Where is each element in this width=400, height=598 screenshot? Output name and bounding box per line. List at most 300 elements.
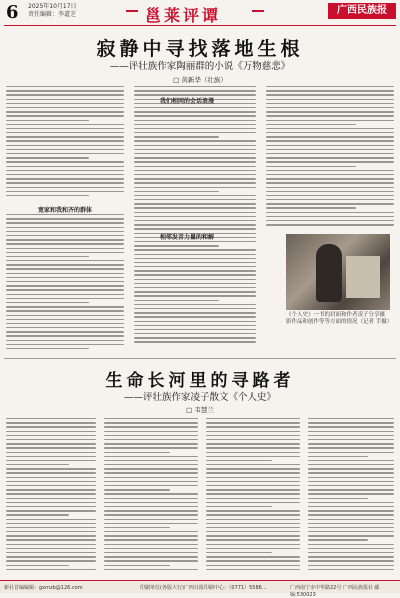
title-ornament-right — [252, 10, 264, 12]
text-line — [308, 519, 394, 520]
text-line — [6, 560, 96, 561]
text-line — [266, 94, 394, 95]
text-line — [6, 273, 124, 274]
text-line — [308, 439, 394, 440]
text-line — [6, 548, 96, 549]
text-line — [134, 304, 256, 305]
article1-byline: □ 黄新华（壮族） — [173, 76, 227, 84]
text-line — [206, 506, 272, 507]
text-line — [266, 212, 394, 213]
article1-section-heading-2: 我们相同的会话浪漫 — [160, 98, 215, 105]
text-line — [6, 344, 124, 345]
text-line — [104, 510, 198, 511]
text-line — [104, 439, 198, 440]
text-line — [266, 120, 394, 121]
text-line — [266, 195, 394, 196]
text-line — [6, 502, 96, 503]
text-line — [104, 506, 198, 507]
text-line — [308, 418, 394, 419]
text-line — [134, 274, 256, 275]
text-line — [6, 477, 96, 478]
text-line — [6, 128, 124, 129]
text-line — [6, 260, 124, 261]
text-line — [104, 477, 198, 478]
text-line — [308, 539, 368, 540]
text-line — [6, 302, 89, 303]
text-line — [266, 86, 394, 87]
photo-caption: 《个人史》一书的封面和作者凌子分享摄影作品和创作等等方面的情况（记者 手摄） — [286, 312, 393, 325]
text-line — [308, 560, 394, 561]
text-line — [6, 565, 69, 566]
text-line — [6, 178, 124, 179]
text-line — [6, 460, 96, 461]
text-line — [206, 493, 300, 494]
text-line — [134, 124, 256, 125]
article2-subtitle: ——评壮族作家凌子散文《个人史》 — [123, 392, 276, 403]
text-line — [266, 174, 394, 175]
text-line — [6, 544, 96, 545]
text-line — [104, 456, 198, 457]
text-line — [308, 447, 394, 448]
text-line — [134, 207, 256, 208]
text-line — [308, 468, 394, 469]
text-line — [134, 283, 256, 284]
text-line — [308, 552, 394, 553]
text-line — [104, 539, 198, 540]
text-line — [134, 300, 219, 301]
text-line — [104, 435, 198, 436]
text-line — [134, 132, 256, 133]
text-line — [308, 506, 394, 507]
text-line — [6, 161, 124, 162]
text-line — [134, 90, 256, 91]
text-line — [134, 86, 256, 87]
text-line — [134, 291, 256, 292]
text-line — [6, 120, 89, 121]
article1-title: 寂静中寻找落地生根 — [96, 38, 304, 60]
text-line — [6, 493, 96, 494]
text-line — [6, 235, 124, 236]
article2-column-2 — [104, 418, 198, 573]
text-line — [134, 287, 256, 288]
text-line — [6, 510, 96, 511]
text-line — [104, 498, 198, 499]
text-line — [134, 220, 256, 221]
text-line — [6, 132, 124, 133]
text-line — [134, 224, 256, 225]
text-line — [134, 199, 256, 200]
text-line — [308, 548, 394, 549]
text-line — [266, 132, 394, 133]
text-line — [134, 149, 256, 150]
text-line — [6, 514, 69, 515]
text-line — [6, 140, 124, 141]
header-meta — [28, 3, 77, 19]
text-line — [308, 569, 394, 570]
page-header — [0, 0, 400, 26]
text-line — [104, 527, 170, 528]
text-line — [266, 124, 356, 125]
text-line — [206, 481, 300, 482]
text-line — [104, 514, 198, 515]
text-line — [6, 535, 96, 536]
text-line — [206, 468, 300, 469]
text-line — [6, 264, 124, 265]
text-line — [206, 569, 300, 570]
text-line — [6, 481, 96, 482]
text-line — [206, 489, 300, 490]
text-line — [6, 243, 124, 244]
text-line — [6, 489, 96, 490]
text-line — [206, 460, 272, 461]
article2-column-4 — [308, 418, 394, 573]
article1-subtitle: ——评壮族作家陶丽群的小说《万物慈悲》 — [109, 61, 291, 72]
text-line — [104, 565, 170, 566]
text-line — [6, 268, 124, 269]
text-line — [206, 422, 300, 423]
text-line — [206, 443, 300, 444]
text-line — [134, 216, 256, 217]
text-line — [104, 523, 198, 524]
text-line — [134, 279, 256, 280]
text-line — [104, 556, 198, 557]
text-line — [206, 464, 300, 465]
text-line — [6, 145, 124, 146]
text-line — [308, 456, 368, 457]
text-line — [104, 493, 198, 494]
text-line — [308, 422, 394, 423]
text-line — [308, 514, 394, 515]
text-line — [308, 443, 394, 444]
text-line — [6, 252, 124, 253]
text-line — [206, 498, 300, 499]
article2-title: 生命长河里的寻路者 — [105, 371, 295, 391]
text-line — [134, 245, 219, 246]
text-line — [104, 519, 198, 520]
title-ornament-left — [126, 10, 138, 12]
text-line — [6, 294, 124, 295]
photo-figure-book — [346, 256, 380, 298]
text-line — [266, 224, 394, 225]
text-line — [134, 136, 219, 137]
text-line — [266, 153, 394, 154]
text-line — [308, 531, 394, 532]
text-line — [6, 115, 124, 116]
text-line — [6, 298, 124, 299]
text-line — [6, 452, 96, 453]
text-line — [266, 103, 394, 104]
text-line — [6, 569, 96, 570]
text-line — [134, 195, 256, 196]
text-line — [266, 166, 356, 167]
footer-right: 广西南宁市中华路22号 广西民族报社 邮编:530023 — [290, 585, 380, 598]
text-line — [308, 565, 394, 566]
text-line — [308, 431, 394, 432]
text-line — [266, 90, 394, 91]
text-line — [308, 502, 394, 503]
text-line — [308, 527, 394, 528]
text-line — [266, 220, 394, 221]
text-line — [6, 498, 96, 499]
text-line — [206, 447, 300, 448]
text-line — [6, 111, 124, 112]
text-line — [308, 535, 394, 536]
text-line — [134, 258, 256, 259]
text-line — [104, 502, 198, 503]
text-line — [6, 136, 124, 137]
text-line — [134, 333, 256, 334]
text-line — [134, 182, 256, 183]
text-line — [134, 341, 256, 342]
text-line — [6, 191, 124, 192]
column-title: 邕莱评谭 — [145, 6, 222, 25]
text-line — [266, 187, 394, 188]
text-line — [308, 460, 394, 461]
text-line — [104, 569, 198, 570]
text-line — [308, 544, 394, 545]
text-line — [266, 149, 394, 150]
text-line — [6, 519, 96, 520]
text-line — [6, 552, 96, 553]
text-line — [308, 464, 394, 465]
text-line — [6, 431, 96, 432]
text-line — [134, 266, 256, 267]
article1-section-heading-3: 相邻发音力量的和解 — [160, 234, 215, 241]
text-line — [266, 178, 394, 179]
text-line — [206, 539, 300, 540]
text-line — [6, 149, 124, 150]
text-line — [266, 157, 394, 158]
text-line — [206, 560, 300, 561]
page-footer — [0, 580, 400, 598]
text-line — [6, 485, 96, 486]
text-line — [134, 228, 256, 229]
text-line — [206, 535, 300, 536]
text-line — [104, 418, 198, 419]
newspaper-name-badge: 广西民族报 — [328, 3, 396, 19]
text-line — [6, 310, 124, 311]
text-line — [6, 214, 124, 215]
text-line — [6, 86, 124, 87]
text-line — [134, 174, 256, 175]
article2-column-1 — [6, 418, 96, 573]
text-line — [206, 556, 300, 557]
text-line — [308, 493, 394, 494]
text-line — [206, 426, 300, 427]
text-line — [266, 136, 394, 137]
article1-column-2 — [134, 86, 256, 346]
text-line — [134, 140, 256, 141]
text-line — [134, 308, 256, 309]
text-line — [104, 560, 198, 561]
text-line — [134, 166, 256, 167]
text-line — [266, 111, 394, 112]
text-line — [6, 248, 124, 249]
text-line — [134, 249, 256, 250]
text-line — [134, 170, 256, 171]
text-line — [266, 115, 394, 116]
article1-column-1b — [6, 214, 124, 352]
text-line — [134, 107, 256, 108]
footer-left: 新社首编编辑：gxmzb@126.com — [4, 585, 83, 591]
text-line — [6, 107, 124, 108]
text-line — [134, 157, 256, 158]
article2-byline: □ 韦慧兰 — [186, 406, 214, 414]
header-rule — [4, 25, 396, 26]
text-line — [308, 481, 394, 482]
text-line — [134, 312, 256, 313]
text-line — [266, 170, 394, 171]
text-line — [266, 145, 394, 146]
text-line — [6, 447, 96, 448]
article-photo — [286, 234, 390, 310]
text-line — [6, 218, 124, 219]
text-line — [6, 166, 124, 167]
page-number: 6 — [6, 2, 19, 23]
text-line — [134, 254, 256, 255]
text-line — [6, 340, 124, 341]
text-line — [6, 418, 96, 419]
text-line — [308, 556, 394, 557]
text-line — [134, 203, 256, 204]
text-line — [6, 464, 69, 465]
article1-section-heading-1: 宽家和我和齐的群体 — [38, 207, 93, 214]
text-line — [6, 422, 96, 423]
text-line — [308, 477, 394, 478]
text-line — [134, 212, 256, 213]
text-line — [206, 514, 300, 515]
text-line — [6, 315, 124, 316]
text-line — [134, 120, 256, 121]
text-line — [6, 170, 124, 171]
text-line — [6, 187, 124, 188]
text-line — [206, 510, 300, 511]
text-line — [266, 161, 394, 162]
text-line — [206, 502, 300, 503]
text-line — [6, 456, 96, 457]
text-line — [266, 203, 394, 204]
text-line — [206, 472, 300, 473]
text-line — [134, 115, 256, 116]
issue-date: 2025年10月17日 — [28, 3, 77, 10]
text-line — [6, 443, 96, 444]
text-line — [6, 99, 124, 100]
article1-column-3 — [266, 86, 394, 228]
text-line — [134, 178, 256, 179]
text-line — [266, 140, 394, 141]
text-line — [266, 216, 394, 217]
text-line — [134, 191, 219, 192]
text-line — [104, 460, 198, 461]
text-line — [6, 319, 124, 320]
text-line — [104, 535, 198, 536]
text-line — [6, 195, 89, 196]
text-line — [206, 519, 300, 520]
editor-credit: 责任编辑：李道芝 — [28, 11, 77, 18]
text-line — [104, 426, 198, 427]
text-line — [6, 256, 89, 257]
text-line — [104, 431, 198, 432]
text-line — [308, 452, 394, 453]
text-line — [266, 107, 394, 108]
text-line — [266, 128, 394, 129]
text-line — [6, 426, 96, 427]
text-line — [206, 565, 300, 566]
text-line — [6, 277, 124, 278]
text-line — [308, 426, 394, 427]
text-line — [134, 145, 256, 146]
text-line — [206, 544, 300, 545]
text-line — [6, 222, 124, 223]
text-line — [206, 527, 300, 528]
text-line — [6, 331, 124, 332]
text-line — [206, 439, 300, 440]
text-line — [206, 435, 300, 436]
text-line — [266, 191, 394, 192]
text-line — [134, 337, 256, 338]
text-line — [134, 321, 256, 322]
text-line — [6, 231, 124, 232]
photo-figure-person — [316, 244, 342, 302]
text-line — [104, 489, 170, 490]
text-line — [206, 477, 300, 478]
text-line — [104, 531, 198, 532]
text-line — [266, 182, 394, 183]
text-line — [6, 435, 96, 436]
text-line — [6, 323, 124, 324]
text-line — [104, 472, 198, 473]
text-line — [6, 285, 124, 286]
text-line — [6, 306, 124, 307]
text-line — [134, 241, 256, 242]
text-line — [206, 485, 300, 486]
text-line — [6, 468, 96, 469]
text-line — [266, 207, 356, 208]
text-line — [206, 531, 300, 532]
text-line — [6, 439, 96, 440]
text-line — [6, 539, 96, 540]
article1-column-1 — [6, 86, 124, 199]
text-line — [104, 544, 198, 545]
text-line — [134, 128, 256, 129]
text-line — [104, 552, 198, 553]
text-line — [6, 281, 124, 282]
text-line — [134, 295, 256, 296]
text-line — [134, 187, 256, 188]
text-line — [206, 523, 300, 524]
text-line — [6, 472, 96, 473]
text-line — [6, 527, 96, 528]
text-line — [6, 289, 124, 290]
text-line — [134, 111, 256, 112]
text-line — [6, 531, 96, 532]
text-line — [104, 548, 198, 549]
text-line — [104, 485, 198, 486]
text-line — [206, 452, 300, 453]
text-line — [206, 431, 300, 432]
text-line — [104, 422, 198, 423]
text-line — [6, 157, 89, 158]
text-line — [104, 443, 198, 444]
text-line — [104, 464, 198, 465]
text-line — [134, 316, 256, 317]
text-line — [6, 227, 124, 228]
text-line — [6, 103, 124, 104]
text-line — [6, 239, 124, 240]
text-line — [6, 94, 124, 95]
text-line — [266, 99, 394, 100]
text-line — [134, 153, 256, 154]
